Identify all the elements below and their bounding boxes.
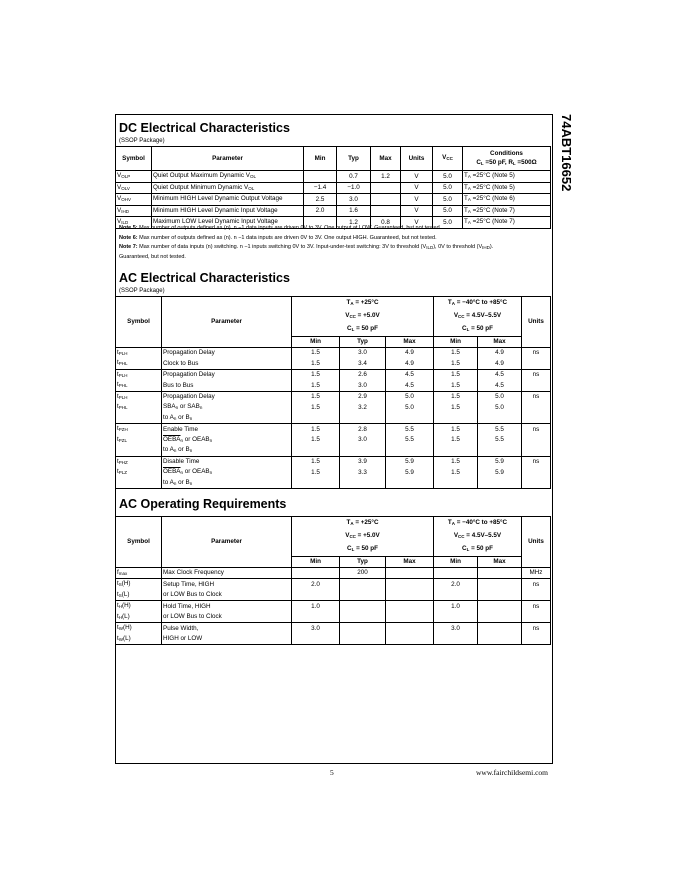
acop-max2	[478, 634, 522, 645]
dc-vcc: 5.0	[433, 194, 463, 206]
ac-max: 5.0	[386, 402, 434, 413]
ac-row	[116, 456, 551, 467]
ac-max2	[478, 445, 522, 456]
symbol-text: $t_{PZH}$	[117, 425, 128, 432]
ac-typ: 2.8	[340, 424, 386, 435]
ac-min2: 1.5	[434, 347, 478, 358]
ac-max: 5.9	[386, 456, 434, 467]
acop-max2	[478, 567, 522, 579]
ac-typ	[340, 445, 386, 456]
footer-url: www.fairchildsemi.com	[476, 768, 548, 777]
ac-symbol	[116, 347, 162, 358]
dc-col-typ: Typ	[337, 147, 371, 171]
dc-row	[116, 171, 551, 183]
symbol-text: $t_{PHZ}$	[117, 457, 128, 465]
acop-max2	[478, 623, 522, 634]
acop-min2	[434, 567, 478, 579]
ac-symbol	[116, 424, 162, 435]
dc-units: V	[401, 194, 433, 206]
ac-row	[116, 445, 551, 456]
ac-units	[522, 467, 551, 478]
ac-max2	[478, 478, 522, 489]
ac-row	[116, 358, 551, 369]
ac-col-min: Min	[292, 337, 340, 348]
dc-vcc: 5.0	[433, 182, 463, 194]
ac-min2	[434, 478, 478, 489]
ac-symbol	[116, 467, 162, 478]
symbol-text: $t_{PLH}$	[117, 392, 128, 400]
dc-package-label: (SSOP Package)	[119, 138, 165, 144]
symbol-text: $t_{PZL}$	[117, 435, 128, 443]
acop-parameter: Setup Time, HIGH	[162, 579, 292, 590]
ac-max2: 5.0	[478, 391, 522, 402]
dc-section-title: DC Electrical Characteristics	[119, 121, 290, 135]
dc-col-vcc: $V_{CC}$	[433, 147, 463, 171]
acop-typ	[340, 590, 386, 601]
acop-max	[386, 567, 434, 579]
dc-vcc: 5.0	[433, 217, 463, 229]
ac-max2: 5.9	[478, 456, 522, 467]
acop-max	[386, 590, 434, 601]
ac-min2: 1.5	[434, 369, 478, 380]
ac-col-group-range: $T_A = -40^\circ C$ to +85°C $V_{CC} = 4.5V-5.5V$ $C_L = 50$ pF	[434, 297, 522, 337]
ac-col-max: Max	[386, 337, 434, 348]
ac-row	[116, 369, 551, 380]
acop-units	[522, 590, 551, 601]
acop-col-symbol: Symbol	[116, 517, 162, 568]
ac-units	[522, 358, 551, 369]
ac-typ: 3.2	[340, 402, 386, 413]
acop-symbol	[116, 579, 162, 590]
dc-col-symbol: Symbol	[116, 147, 152, 171]
ac-parameter: Bus to Bus	[162, 380, 292, 391]
acop-row	[116, 623, 551, 634]
dc-condition: $T_A =25^\circ C$ (Note 7)	[463, 217, 551, 229]
ac-min: 1.5	[292, 402, 340, 413]
ac-min	[292, 445, 340, 456]
ac-min2	[434, 413, 478, 424]
dc-symbol	[116, 205, 152, 217]
acop-parameter: Max Clock Frequency	[162, 567, 292, 579]
ac-min2: 1.5	[434, 424, 478, 435]
ac-symbol	[116, 358, 162, 369]
dc-max: 1.2	[371, 171, 401, 183]
ac-col-parameter: Parameter	[162, 297, 292, 348]
ac-symbol	[116, 402, 162, 413]
ac-typ	[340, 413, 386, 424]
ac-package-label: (SSOP Package)	[119, 288, 165, 294]
ac-symbol	[116, 456, 162, 467]
ac-typ: 2.9	[340, 391, 386, 402]
symbol-text: $V_{OHV}$	[117, 195, 131, 202]
ac-max2: 4.9	[478, 347, 522, 358]
acop-units: ns	[522, 601, 551, 612]
ac-row	[116, 467, 551, 478]
symbol-text: $t_{PLZ}$	[117, 468, 128, 475]
acop-min2: 1.0	[434, 601, 478, 612]
dc-row	[116, 194, 551, 206]
ac-max2: 4.5	[478, 369, 522, 380]
ac-units: ns	[522, 424, 551, 435]
ac-row	[116, 402, 551, 413]
dc-symbol	[116, 194, 152, 206]
ac-symbol	[116, 435, 162, 446]
ac-parameter: $SBA_n$ or $SAB_n$	[162, 402, 292, 413]
acop-symbol	[116, 634, 162, 645]
ac-parameter: $OEBA_n$ or $OEAB_n$	[162, 467, 292, 478]
ac-max2: 5.5	[478, 424, 522, 435]
dc-units: V	[401, 182, 433, 194]
symbol-text: $t_{PHL}$	[117, 381, 128, 388]
dc-parameter: Minimum HIGH Level Dynamic Output Voltage	[152, 194, 304, 206]
ac-max: 4.9	[386, 358, 434, 369]
acop-min2: 3.0	[434, 623, 478, 634]
acop-max	[386, 601, 434, 612]
dc-symbol	[116, 171, 152, 183]
acop-col-max2: Max	[478, 557, 522, 568]
ac-units	[522, 402, 551, 413]
ac-symbol	[116, 478, 162, 489]
symbol-text: $V_{IHD}$	[117, 206, 129, 214]
ac-typ: 3.0	[340, 347, 386, 358]
dc-parameter: Maximum LOW Level Dynamic Input Voltage	[152, 217, 304, 229]
dc-col-parameter: Parameter	[152, 147, 304, 171]
acop-max2	[478, 579, 522, 590]
dc-typ: 1.2	[337, 217, 371, 229]
ac-typ: 3.3	[340, 467, 386, 478]
dc-condition: $T_A =25^\circ C$ (Note 6)	[463, 194, 551, 206]
ac-max: 5.9	[386, 467, 434, 478]
acop-min	[292, 634, 340, 645]
acop-typ	[340, 579, 386, 590]
dc-min: −1.4	[304, 182, 337, 194]
symbol-text: $t_{PLH}$	[117, 370, 128, 378]
ac-max: 4.9	[386, 347, 434, 358]
ac-col-units: Units	[522, 297, 551, 348]
dc-col-units: Units	[401, 147, 433, 171]
ac-row	[116, 424, 551, 435]
ac-max	[386, 413, 434, 424]
acop-max	[386, 634, 434, 645]
ac-parameter: $OEBA_n$ or $OEAB_n$	[162, 435, 292, 446]
ac-units: ns	[522, 456, 551, 467]
ac-symbol	[116, 445, 162, 456]
ac-row	[116, 413, 551, 424]
ac-parameter: Propagation Delay	[162, 369, 292, 380]
ac-max: 5.5	[386, 435, 434, 446]
acop-max2	[478, 612, 522, 623]
acop-row	[116, 567, 551, 579]
ac-min: 1.5	[292, 358, 340, 369]
acop-row	[116, 601, 551, 612]
ac-min2: 1.5	[434, 402, 478, 413]
ac-typ: 3.0	[340, 435, 386, 446]
symbol-text: $t_{PHL}$	[117, 403, 128, 410]
ac-col-symbol: Symbol	[116, 297, 162, 348]
ac-max: 5.5	[386, 424, 434, 435]
ac-min2: 1.5	[434, 456, 478, 467]
dc-min	[304, 171, 337, 183]
acop-min	[292, 590, 340, 601]
ac-min: 1.5	[292, 380, 340, 391]
acop-row	[116, 579, 551, 590]
ac-symbol	[116, 391, 162, 402]
acop-section-title: AC Operating Requirements	[119, 497, 287, 511]
acop-row	[116, 612, 551, 623]
ac-units	[522, 413, 551, 424]
acop-typ	[340, 623, 386, 634]
acop-min: 3.0	[292, 623, 340, 634]
acop-units: MHz	[522, 567, 551, 579]
ac-min2: 1.5	[434, 380, 478, 391]
ac-min: 1.5	[292, 467, 340, 478]
acop-table	[115, 516, 551, 645]
ac-max2: 5.0	[478, 402, 522, 413]
note-7: Note 7: Max number of data inputs (n) switching. n −1 inputs switching 0V to 3V. Input-under-test switching: 3V to threshold $(V_{ILD})$, 0V to threshold $(V_{IHD})$.	[119, 244, 494, 250]
dc-col-conditions: Conditions $C_L =50$ pF, $R_L =500\Omega$	[463, 147, 551, 171]
ac-section-title: AC Electrical Characteristics	[119, 271, 290, 285]
ac-units	[522, 445, 551, 456]
acop-col-min: Min	[292, 557, 340, 568]
ac-max2: 4.9	[478, 358, 522, 369]
ac-parameter: Enable Time	[162, 424, 292, 435]
acop-max	[386, 623, 434, 634]
ac-typ: 2.6	[340, 369, 386, 380]
ac-units	[522, 380, 551, 391]
acop-units	[522, 634, 551, 645]
dc-typ: −1.0	[337, 182, 371, 194]
acop-typ: 200	[340, 567, 386, 579]
ac-units	[522, 435, 551, 446]
ac-col-typ: Typ	[340, 337, 386, 348]
dc-table	[115, 146, 551, 229]
symbol-text: $t_W(L)$	[117, 634, 131, 642]
acop-max2	[478, 601, 522, 612]
ac-min: 1.5	[292, 435, 340, 446]
acop-parameter: Pulse Width,	[162, 623, 292, 634]
ac-parameter: Clock to Bus	[162, 358, 292, 369]
acop-parameter: HIGH or LOW	[162, 634, 292, 645]
ac-parameter: Propagation Delay	[162, 347, 292, 358]
ac-max: 4.5	[386, 380, 434, 391]
dc-min: 2.0	[304, 205, 337, 217]
ac-max2: 5.9	[478, 467, 522, 478]
ac-col-min2: Min	[434, 337, 478, 348]
ac-min: 1.5	[292, 347, 340, 358]
dc-col-min: Min	[304, 147, 337, 171]
acop-col-units: Units	[522, 517, 551, 568]
ac-min2	[434, 445, 478, 456]
ac-typ: 3.0	[340, 380, 386, 391]
acop-col-max: Max	[386, 557, 434, 568]
ac-max: 5.0	[386, 391, 434, 402]
ac-symbol	[116, 413, 162, 424]
symbol-text: $f_{max}$	[117, 568, 128, 576]
dc-notes	[119, 224, 544, 262]
ac-parameter: to $A_n$ or $B_n$	[162, 478, 292, 489]
acop-min2	[434, 634, 478, 645]
ac-max2: 5.5	[478, 435, 522, 446]
symbol-text: $V_{OLV}$	[117, 183, 130, 191]
ac-min2: 1.5	[434, 391, 478, 402]
note-7-cont: Guaranteed, but not tested.	[119, 253, 186, 260]
acop-min: 1.0	[292, 601, 340, 612]
acop-symbol	[116, 623, 162, 634]
ac-min	[292, 478, 340, 489]
dc-units: V	[401, 217, 433, 229]
acop-col-parameter: Parameter	[162, 517, 292, 568]
symbol-text: $t_W(H)$	[117, 624, 132, 631]
ac-parameter: to $A_n$ or $B_n$	[162, 445, 292, 456]
acop-typ	[340, 634, 386, 645]
ac-min2: 1.5	[434, 435, 478, 446]
ac-min: 1.5	[292, 456, 340, 467]
acop-typ	[340, 612, 386, 623]
dc-parameter: Quiet Output Maximum Dynamic $V_{OL}$	[152, 171, 304, 183]
dc-max: 0.8	[371, 217, 401, 229]
dc-parameter: Minimum HIGH Level Dynamic Input Voltage	[152, 205, 304, 217]
acop-parameter: or LOW Bus to Clock	[162, 612, 292, 623]
acop-parameter: Hold Time, HIGH	[162, 601, 292, 612]
acop-row	[116, 634, 551, 645]
symbol-text: $t_{PLH}$	[117, 348, 128, 356]
dc-vcc: 5.0	[433, 171, 463, 183]
dc-typ: 0.7	[337, 171, 371, 183]
ac-units: ns	[522, 369, 551, 380]
ac-col-max2: Max	[478, 337, 522, 348]
acop-units: ns	[522, 623, 551, 634]
dc-symbol	[116, 182, 152, 194]
ac-row	[116, 380, 551, 391]
dc-typ: 3.0	[337, 194, 371, 206]
acop-min	[292, 567, 340, 579]
acop-typ	[340, 601, 386, 612]
ac-min2: 1.5	[434, 358, 478, 369]
acop-min	[292, 612, 340, 623]
acop-units	[522, 612, 551, 623]
symbol-text: $V_{OLP}$	[117, 172, 131, 179]
symbol-text: $V_{ILD}$	[117, 218, 129, 225]
symbol-text: $t_H(H)$	[117, 602, 131, 609]
ac-parameter: Propagation Delay	[162, 391, 292, 402]
acop-units: ns	[522, 579, 551, 590]
dc-min: 2.5	[304, 194, 337, 206]
dc-col-max: Max	[371, 147, 401, 171]
ac-row	[116, 347, 551, 358]
acop-symbol	[116, 612, 162, 623]
ac-max2	[478, 413, 522, 424]
ac-units	[522, 478, 551, 489]
acop-col-group-25c: $T_A = +25^\circ C$ $V_{CC} = +5.0V$ $C_L = 50$ pF	[292, 517, 434, 557]
acop-min2: 2.0	[434, 579, 478, 590]
acop-symbol	[116, 601, 162, 612]
ac-symbol	[116, 369, 162, 380]
ac-min: 1.5	[292, 424, 340, 435]
ac-min: 1.5	[292, 369, 340, 380]
dc-max	[371, 182, 401, 194]
acop-max2	[478, 590, 522, 601]
dc-condition: $T_A =25^\circ C$ (Note 7)	[463, 205, 551, 217]
ac-table	[115, 296, 551, 489]
dc-parameter: Quiet Output Minimum Dynamic $V_{OL}$	[152, 182, 304, 194]
ac-max	[386, 445, 434, 456]
acop-symbol	[116, 567, 162, 579]
dc-max	[371, 194, 401, 206]
ac-typ	[340, 478, 386, 489]
acop-min: 2.0	[292, 579, 340, 590]
note-5: Note 5: Max number of outputs defined as (n). n −1 data inputs are driven 0V to 3V. One output at LOW. Guaranteed, but not tested.	[119, 225, 442, 231]
ac-symbol	[116, 380, 162, 391]
acop-parameter: or LOW Bus to Clock	[162, 590, 292, 601]
acop-col-min2: Min	[434, 557, 478, 568]
dc-vcc: 5.0	[433, 205, 463, 217]
ac-row	[116, 435, 551, 446]
acop-max	[386, 612, 434, 623]
dc-units: V	[401, 171, 433, 183]
symbol-text: $t_H(L)$	[117, 612, 130, 620]
dc-max	[371, 205, 401, 217]
note-6: Note 6: Max number of outputs defined as (n). n −1 data inputs are driven 0V to 3V. One output HIGH. Guaranteed, but not tested.	[119, 234, 437, 241]
side-part-number: 74ABT16652	[559, 114, 574, 192]
acop-row	[116, 590, 551, 601]
ac-min: 1.5	[292, 391, 340, 402]
acop-min2	[434, 590, 478, 601]
ac-max2: 4.5	[478, 380, 522, 391]
acop-min2	[434, 612, 478, 623]
ac-units: ns	[522, 347, 551, 358]
ac-min2: 1.5	[434, 467, 478, 478]
dc-typ: 1.6	[337, 205, 371, 217]
ac-parameter: to $A_n$ or $B_n$	[162, 413, 292, 424]
acop-col-typ: Typ	[340, 557, 386, 568]
symbol-text: $t_S(L)$	[117, 590, 130, 598]
ac-units: ns	[522, 391, 551, 402]
ac-typ: 3.9	[340, 456, 386, 467]
dc-row	[116, 182, 551, 194]
dc-condition: $T_A =25^\circ C$ (Note 5)	[463, 171, 551, 183]
dc-row	[116, 205, 551, 217]
ac-row	[116, 391, 551, 402]
ac-col-group-25c: $T_A = +25^\circ C$ $V_{CC} = +5.0V$ $C_L = 50$ pF	[292, 297, 434, 337]
ac-min	[292, 413, 340, 424]
ac-max	[386, 478, 434, 489]
ac-typ: 3.4	[340, 358, 386, 369]
symbol-text: $t_{PHL}$	[117, 359, 128, 366]
acop-max	[386, 579, 434, 590]
acop-symbol	[116, 590, 162, 601]
ac-parameter: Disable Time	[162, 456, 292, 467]
dc-units: V	[401, 205, 433, 217]
dc-condition: $T_A =25^\circ C$ (Note 5)	[463, 182, 551, 194]
ac-max: 4.5	[386, 369, 434, 380]
acop-col-group-range: $T_A = -40^\circ C$ to +85°C $V_{CC} = 4.5V-5.5V$ $C_L = 50$ pF	[434, 517, 522, 557]
symbol-text: $t_S(H)$	[117, 580, 131, 587]
ac-row	[116, 478, 551, 489]
page-number: 5	[330, 768, 334, 777]
